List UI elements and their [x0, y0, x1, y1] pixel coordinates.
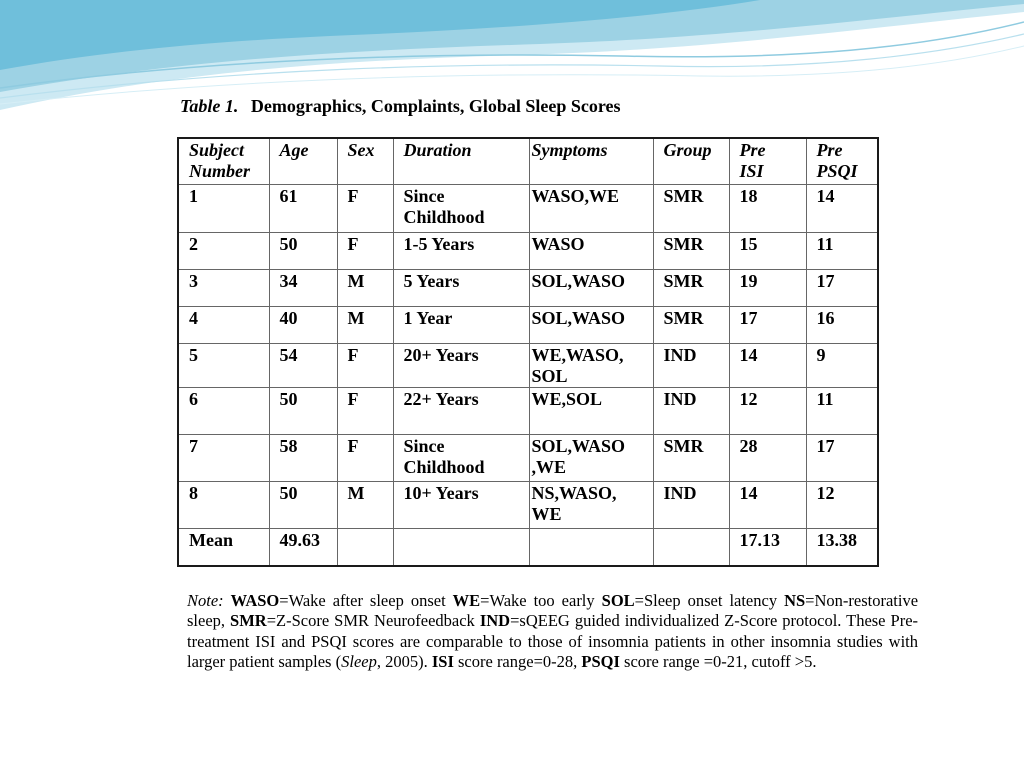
cell-age: 40 [269, 307, 337, 344]
mean-sex [337, 529, 393, 567]
cell-pre-psqi: 17 [806, 435, 878, 482]
table-row [178, 233, 878, 270]
mean-duration [393, 529, 529, 567]
cell-pre-isi: 18 [729, 185, 806, 233]
cell-symptoms: SOL,WASO ,WE [529, 435, 653, 482]
cell-sex: F [337, 233, 393, 270]
cell-age: 58 [269, 435, 337, 482]
header-sex [337, 138, 393, 185]
cell-group: SMR [653, 307, 729, 344]
header-subject-line: Number [189, 161, 251, 181]
mean-group [653, 529, 729, 567]
cell-pre-isi: 28 [729, 435, 806, 482]
cell-age: 50 [269, 233, 337, 270]
cell-symptoms: WASO [529, 233, 653, 270]
header-symptoms-line: Symptoms [531, 140, 608, 160]
def-psqi: score range =0-21, cutoff >5. [619, 651, 817, 671]
header-subject-line: Subject [189, 140, 245, 160]
header-pre-psqi [806, 138, 878, 185]
table-row [178, 185, 878, 233]
mean-age: 49.63 [269, 529, 337, 567]
cell-symptoms: SOL,WASO [529, 307, 653, 344]
header-sex-line: Sex [347, 140, 375, 160]
cell-symptoms: SOL,WASO [529, 270, 653, 307]
cell-symptoms: WE,WASO, SOL [529, 344, 653, 388]
cell-duration: 22+ Years [393, 388, 529, 435]
header-age [269, 138, 337, 185]
mean-subject: Mean [178, 529, 269, 567]
cell-age: 61 [269, 185, 337, 233]
cell-duration: Since Childhood [393, 435, 529, 482]
cell-subject: 1 [178, 185, 269, 233]
cell-sex: M [337, 270, 393, 307]
cell-pre-isi: 12 [729, 388, 806, 435]
cell-age: 34 [269, 270, 337, 307]
mean-pre-isi: 17.13 [729, 529, 806, 567]
mean-symptoms [529, 529, 653, 567]
cell-pre-psqi: 14 [806, 185, 878, 233]
def-sol: =Sleep onset latency [634, 591, 785, 610]
cell-group: IND [653, 388, 729, 435]
demographics-table-container [177, 137, 879, 567]
def-isi: score range=0-28, [453, 651, 582, 671]
table-row [178, 270, 878, 307]
cell-subject: 4 [178, 307, 269, 344]
cell-duration: 20+ Years [393, 344, 529, 388]
abbr-sol: SOL [601, 591, 635, 610]
cell-sex: F [337, 344, 393, 388]
header-subject [178, 138, 269, 185]
abbr-isi: ISI [431, 651, 454, 671]
cell-pre-isi: 19 [729, 270, 806, 307]
cell-age: 54 [269, 344, 337, 388]
cell-age: 50 [269, 388, 337, 435]
table-title-text: Demographics, Complaints, Global Sleep Scores [250, 96, 621, 116]
cell-duration: 1-5 Years [393, 233, 529, 270]
table-row [178, 435, 878, 482]
note-label: Note: [187, 591, 224, 610]
def-ind: =sQEEG guided individualized Z-Score protocol. These Pre-treatment ISI and PSQI scores are comparable to those of insomnia patients in other insomnia studies with larger patient samples ( [187, 611, 919, 671]
cell-pre-psqi: 9 [806, 344, 878, 388]
def-smr: =Z-Score SMR Neurofeedback [266, 611, 480, 631]
cell-group: IND [653, 344, 729, 388]
cell-subject: 6 [178, 388, 269, 435]
def-we: =Wake too early [480, 591, 602, 610]
mean-pre-psqi: 13.38 [806, 529, 878, 567]
citation-journal: Sleep [341, 651, 377, 671]
abbr-waso: WASO [230, 591, 280, 610]
cell-group: SMR [653, 233, 729, 270]
table-row [178, 482, 878, 529]
cell-pre-psqi: 16 [806, 307, 878, 344]
abbr-ind: IND [479, 611, 511, 631]
header-pre-isi-line: Pre [739, 140, 766, 160]
cell-sex: M [337, 482, 393, 529]
cell-sex: F [337, 435, 393, 482]
cell-duration: Since Childhood [393, 185, 529, 233]
cell-subject: 8 [178, 482, 269, 529]
header-pre-psqi-line: PSQI [816, 161, 858, 181]
cell-pre-isi: 14 [729, 482, 806, 529]
cell-symptoms: WE,SOL [529, 388, 653, 435]
table-header-row [178, 138, 878, 185]
cell-subject: 2 [178, 233, 269, 270]
abbr-smr: SMR [230, 611, 267, 631]
cell-pre-psqi: 12 [806, 482, 878, 529]
cell-sex: F [337, 185, 393, 233]
header-age-line: Age [279, 140, 309, 160]
abbr-we: WE [452, 591, 481, 610]
abbr-ns: NS [784, 591, 806, 610]
cell-pre-psqi: 11 [806, 388, 878, 435]
cell-subject: 3 [178, 270, 269, 307]
header-group-line: Group [663, 140, 712, 160]
demographics-table [177, 137, 879, 567]
cell-subject: 7 [178, 435, 269, 482]
header-symptoms [529, 138, 653, 185]
table-row [178, 307, 878, 344]
def-ns: =Non-restorative sleep, [187, 591, 919, 631]
cell-duration: 10+ Years [393, 482, 529, 529]
header-pre-isi [729, 138, 806, 185]
def-waso: =Wake after sleep onset [279, 591, 453, 610]
cell-group: SMR [653, 185, 729, 233]
cell-symptoms: NS,WASO, WE [529, 482, 653, 529]
cell-pre-psqi: 11 [806, 233, 878, 270]
cell-sex: M [337, 307, 393, 344]
cell-pre-isi: 17 [729, 307, 806, 344]
table-row [178, 344, 878, 388]
cell-group: IND [653, 482, 729, 529]
table-note [187, 591, 918, 672]
cell-symptoms: WASO,WE [529, 185, 653, 233]
table-mean-row [178, 529, 878, 567]
abbr-psqi: PSQI [581, 651, 620, 671]
cell-duration: 1 Year [393, 307, 529, 344]
table-row [178, 388, 878, 435]
cell-duration: 5 Years [393, 270, 529, 307]
header-duration-line: Duration [403, 140, 472, 160]
header-group [653, 138, 729, 185]
citation-year: , 2005). [376, 651, 432, 671]
cell-pre-isi: 15 [729, 233, 806, 270]
table-title [180, 96, 621, 117]
header-pre-psqi-line: Pre [816, 140, 843, 160]
cell-group: SMR [653, 435, 729, 482]
cell-pre-psqi: 17 [806, 270, 878, 307]
cell-age: 50 [269, 482, 337, 529]
table-label: Table 1. [180, 96, 239, 116]
cell-subject: 5 [178, 344, 269, 388]
header-duration [393, 138, 529, 185]
header-pre-isi-line: ISI [739, 161, 764, 181]
cell-sex: F [337, 388, 393, 435]
cell-pre-isi: 14 [729, 344, 806, 388]
cell-group: SMR [653, 270, 729, 307]
